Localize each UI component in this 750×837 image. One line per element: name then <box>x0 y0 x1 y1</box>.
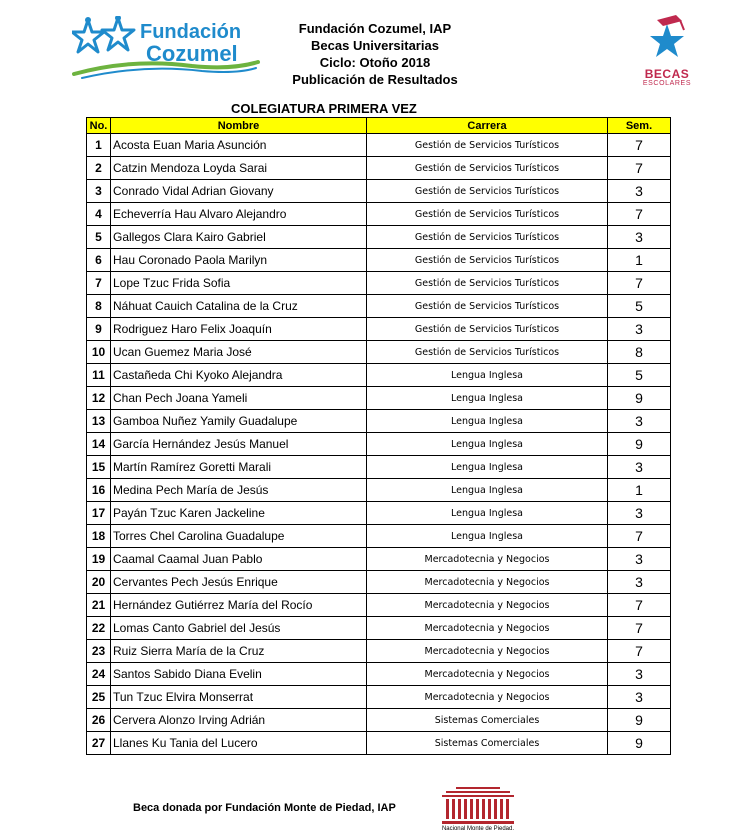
semester-cell: 5 <box>608 364 671 387</box>
table-body <box>87 134 671 755</box>
career-cell: Lengua Inglesa <box>367 479 608 502</box>
row-number-cell: 14 <box>87 433 111 456</box>
row-number-cell: 20 <box>87 571 111 594</box>
student-name-cell: Acosta Euan Maria Asunción <box>111 134 367 157</box>
row-number-cell: 10 <box>87 341 111 364</box>
nacional-monte-de-piedad-logo <box>436 785 514 835</box>
career-cell: Gestión de Servicios Turísticos <box>367 272 608 295</box>
semester-cell: 3 <box>608 663 671 686</box>
table-row <box>87 295 671 318</box>
table-row <box>87 272 671 295</box>
column-header-sem: Sem. <box>608 118 671 134</box>
semester-cell: 3 <box>608 571 671 594</box>
career-cell: Sistemas Comerciales <box>367 732 608 755</box>
semester-cell: 7 <box>608 525 671 548</box>
row-number-cell: 6 <box>87 249 111 272</box>
row-number-cell: 8 <box>87 295 111 318</box>
table-row <box>87 594 671 617</box>
career-cell: Mercadotecnia y Negocios <box>367 594 608 617</box>
semester-cell: 8 <box>608 341 671 364</box>
semester-cell: 7 <box>608 272 671 295</box>
career-cell: Mercadotecnia y Negocios <box>367 548 608 571</box>
table-row <box>87 433 671 456</box>
row-number-cell: 9 <box>87 318 111 341</box>
semester-cell: 7 <box>608 203 671 226</box>
semester-cell: 3 <box>608 548 671 571</box>
career-cell: Mercadotecnia y Negocios <box>367 571 608 594</box>
table-header-row <box>87 118 671 134</box>
logo-text-escolares: ESCOLARES <box>642 80 692 87</box>
column-header-carrera: Carrera <box>367 118 608 134</box>
header-line-program: Becas Universitarias <box>311 38 439 53</box>
table-row <box>87 410 671 433</box>
table-row <box>87 134 671 157</box>
row-number-cell: 17 <box>87 502 111 525</box>
student-name-cell: Rodriguez Haro Felix Joaquín <box>111 318 367 341</box>
student-name-cell: Chan Pech Joana Yameli <box>111 387 367 410</box>
student-name-cell: Santos Sabido Diana Evelin <box>111 663 367 686</box>
career-cell: Lengua Inglesa <box>367 456 608 479</box>
table-row <box>87 341 671 364</box>
row-number-cell: 1 <box>87 134 111 157</box>
career-cell: Mercadotecnia y Negocios <box>367 617 608 640</box>
results-table <box>86 117 671 755</box>
table-row <box>87 226 671 249</box>
career-cell: Gestión de Servicios Turísticos <box>367 341 608 364</box>
table-row <box>87 640 671 663</box>
student-name-cell: Catzin Mendoza Loyda Sarai <box>111 157 367 180</box>
footer-logo-caption: Nacional Monte de Piedad. <box>441 826 515 832</box>
semester-cell: 3 <box>608 226 671 249</box>
student-name-cell: Tun Tzuc Elvira Monserrat <box>111 686 367 709</box>
table-row <box>87 157 671 180</box>
student-name-cell: Ucan Guemez Maria José <box>111 341 367 364</box>
semester-cell: 1 <box>608 249 671 272</box>
career-cell: Mercadotecnia y Negocios <box>367 663 608 686</box>
career-cell: Gestión de Servicios Turísticos <box>367 318 608 341</box>
row-number-cell: 7 <box>87 272 111 295</box>
student-name-cell: Payán Tzuc Karen Jackeline <box>111 502 367 525</box>
career-cell: Sistemas Comerciales <box>367 709 608 732</box>
career-cell: Mercadotecnia y Negocios <box>367 686 608 709</box>
table-row <box>87 617 671 640</box>
row-number-cell: 27 <box>87 732 111 755</box>
table-row <box>87 525 671 548</box>
semester-cell: 5 <box>608 295 671 318</box>
semester-cell: 1 <box>608 479 671 502</box>
student-name-cell: Gallegos Clara Kairo Gabriel <box>111 226 367 249</box>
semester-cell: 7 <box>608 617 671 640</box>
semester-cell: 9 <box>608 433 671 456</box>
semester-cell: 9 <box>608 732 671 755</box>
row-number-cell: 15 <box>87 456 111 479</box>
table-row <box>87 456 671 479</box>
row-number-cell: 12 <box>87 387 111 410</box>
semester-cell: 7 <box>608 640 671 663</box>
career-cell: Lengua Inglesa <box>367 525 608 548</box>
career-cell: Lengua Inglesa <box>367 410 608 433</box>
table-row <box>87 387 671 410</box>
semester-cell: 3 <box>608 410 671 433</box>
student-name-cell: Náhuat Cauich Catalina de la Cruz <box>111 295 367 318</box>
student-name-cell: Torres Chel Carolina Guadalupe <box>111 525 367 548</box>
semester-cell: 7 <box>608 157 671 180</box>
table-row <box>87 318 671 341</box>
table-row <box>87 203 671 226</box>
section-title: COLEGIATURA PRIMERA VEZ <box>231 101 417 116</box>
career-cell: Lengua Inglesa <box>367 433 608 456</box>
student-name-cell: Llanes Ku Tania del Lucero <box>111 732 367 755</box>
table-row <box>87 709 671 732</box>
row-number-cell: 11 <box>87 364 111 387</box>
student-name-cell: Lope Tzuc Frida Sofia <box>111 272 367 295</box>
student-name-cell: Caamal Caamal Juan Pablo <box>111 548 367 571</box>
table-row <box>87 548 671 571</box>
semester-cell: 3 <box>608 318 671 341</box>
career-cell: Gestión de Servicios Turísticos <box>367 203 608 226</box>
column-header-no: No. <box>87 118 111 134</box>
row-number-cell: 4 <box>87 203 111 226</box>
graduate-star-icon <box>642 14 692 66</box>
table-row <box>87 732 671 755</box>
header-line-cycle: Ciclo: Otoño 2018 <box>319 55 431 70</box>
career-cell: Gestión de Servicios Turísticos <box>367 249 608 272</box>
student-name-cell: Lomas Canto Gabriel del Jesús <box>111 617 367 640</box>
semester-cell: 3 <box>608 456 671 479</box>
row-number-cell: 24 <box>87 663 111 686</box>
career-cell: Gestión de Servicios Turísticos <box>367 180 608 203</box>
becas-escolares-logo <box>632 14 702 94</box>
semester-cell: 7 <box>608 594 671 617</box>
header-line-publication: Publicación de Resultados <box>292 72 458 87</box>
student-name-cell: Medina Pech María de Jesús <box>111 479 367 502</box>
row-number-cell: 18 <box>87 525 111 548</box>
student-name-cell: Hau Coronado Paola Marilyn <box>111 249 367 272</box>
semester-cell: 3 <box>608 686 671 709</box>
career-cell: Lengua Inglesa <box>367 364 608 387</box>
student-name-cell: Gamboa Nuñez Yamily Guadalupe <box>111 410 367 433</box>
table-row <box>87 180 671 203</box>
table-row <box>87 571 671 594</box>
semester-cell: 3 <box>608 180 671 203</box>
table-row <box>87 479 671 502</box>
career-cell: Gestión de Servicios Turísticos <box>367 134 608 157</box>
semester-cell: 3 <box>608 502 671 525</box>
student-name-cell: Martín Ramírez Goretti Marali <box>111 456 367 479</box>
student-name-cell: García Hernández Jesús Manuel <box>111 433 367 456</box>
table-row <box>87 663 671 686</box>
row-number-cell: 25 <box>87 686 111 709</box>
logo-text-cozumel: Cozumel <box>146 41 238 66</box>
donation-note: Beca donada por Fundación Monte de Piedad, IAP <box>133 802 396 814</box>
column-header-nombre: Nombre <box>111 118 367 134</box>
semester-cell: 9 <box>608 709 671 732</box>
row-number-cell: 22 <box>87 617 111 640</box>
row-number-cell: 2 <box>87 157 111 180</box>
semester-cell: 9 <box>608 387 671 410</box>
student-name-cell: Cervera Alonzo Irving Adrián <box>111 709 367 732</box>
row-number-cell: 19 <box>87 548 111 571</box>
career-cell: Mercadotecnia y Negocios <box>367 640 608 663</box>
table-row <box>87 686 671 709</box>
career-cell: Gestión de Servicios Turísticos <box>367 226 608 249</box>
row-number-cell: 21 <box>87 594 111 617</box>
student-name-cell: Echeverría Hau Alvaro Alejandro <box>111 203 367 226</box>
career-cell: Gestión de Servicios Turísticos <box>367 295 608 318</box>
career-cell: Lengua Inglesa <box>367 387 608 410</box>
student-name-cell: Cervantes Pech Jesús Enrique <box>111 571 367 594</box>
row-number-cell: 3 <box>87 180 111 203</box>
row-number-cell: 26 <box>87 709 111 732</box>
logo-text-becas: BECAS <box>644 67 690 81</box>
student-name-cell: Conrado Vidal Adrian Giovany <box>111 180 367 203</box>
logo-text-fundacion: Fundación <box>140 21 242 43</box>
row-number-cell: 16 <box>87 479 111 502</box>
row-number-cell: 23 <box>87 640 111 663</box>
row-number-cell: 5 <box>87 226 111 249</box>
career-cell: Lengua Inglesa <box>367 502 608 525</box>
table-row <box>87 249 671 272</box>
table-row <box>87 364 671 387</box>
row-number-cell: 13 <box>87 410 111 433</box>
student-name-cell: Ruiz Sierra María de la Cruz <box>111 640 367 663</box>
table-row <box>87 502 671 525</box>
career-cell: Gestión de Servicios Turísticos <box>367 157 608 180</box>
semester-cell: 7 <box>608 134 671 157</box>
student-name-cell: Hernández Gutiérrez María del Rocío <box>111 594 367 617</box>
header-line-org: Fundación Cozumel, IAP <box>298 21 452 36</box>
building-icon <box>442 785 514 825</box>
student-name-cell: Castañeda Chi Kyoko Alejandra <box>111 364 367 387</box>
